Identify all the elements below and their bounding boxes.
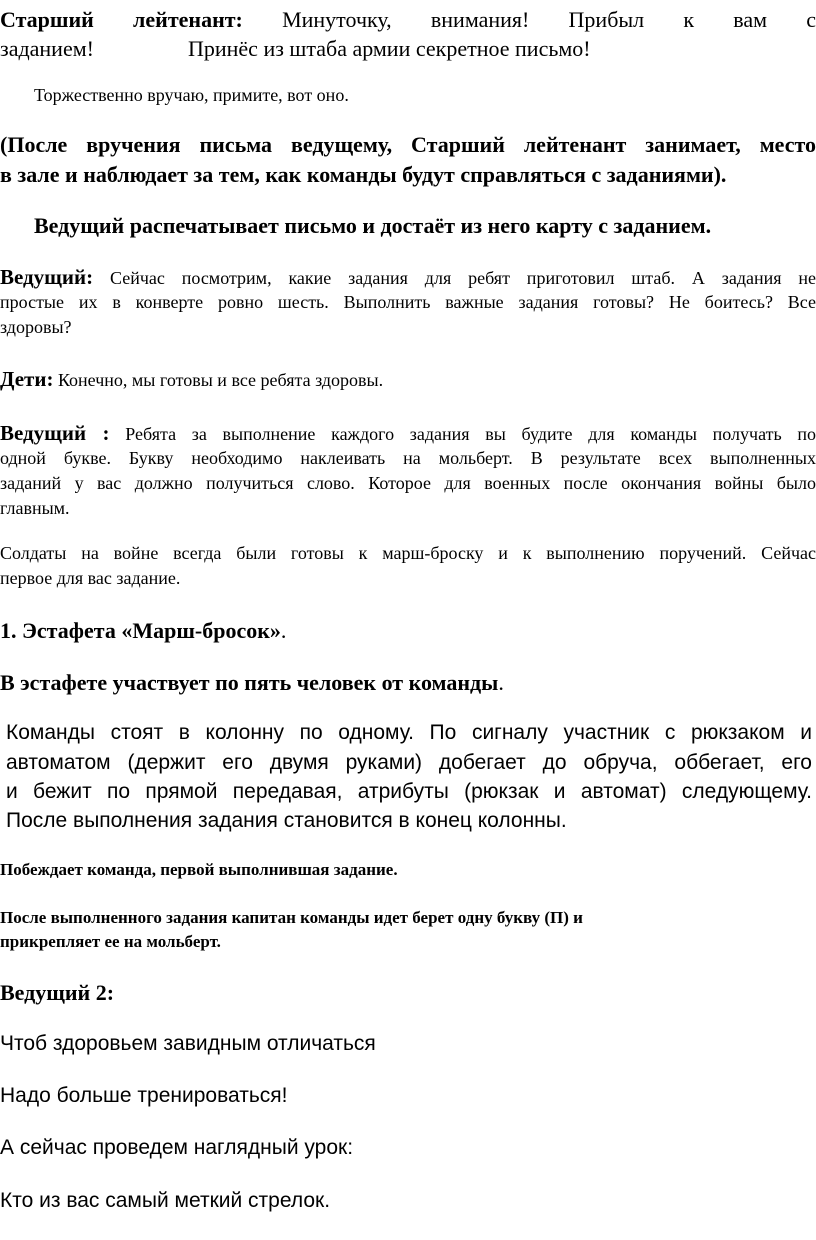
stage-direction-line1: (После вручения письма ведущему, Старший лейтенант занимает, место [0,132,816,157]
poem-line-1: Чтоб здоровьем завидным отличаться [0,1032,376,1055]
paragraph-p7-line1 [0,421,816,445]
p1-text-line1: Минуточку, внимания! Прибыл к вам с [282,7,816,32]
paragraph-p1-line2 [0,35,816,63]
poem-line-3: А сейчас проведем наглядный урок: [0,1136,354,1159]
paragraph-p11-line3: и бежит по прямой передавая, атрибуты (рюкзак и автомат) следующему. [6,780,812,803]
task-heading-text: 1. Эстафета «Марш-бросок» [0,618,281,643]
relay-participants [0,669,816,697]
speaker-senior-lieutenant: Старший лейтенант: [0,7,243,32]
paragraph-p13-line1: После выполненного задания капитан команды идет берет одну букву (П) и [0,908,583,927]
paragraph-p1-line1 [0,6,816,34]
paragraph-p11-line1: Команды стоят в колонну по одному. По сигналу участник с рюкзаком и [6,721,812,744]
speaker-children: Дети: [0,367,54,391]
relay-participants-text: В эстафете участвует по пять человек от команды [0,670,499,695]
poem-line-2: Надо больше тренироваться! [0,1084,288,1107]
paragraph-p5-line1 [0,265,816,289]
paragraph-p13-line2: прикрепляет ее на мольберт. [0,932,221,951]
task-heading [0,617,816,645]
p5-text-line1: Сейчас посмотрим, какие задания для ребят приготовил штаб. А задания не [109,268,816,288]
stage-direction-line2: в зале и наблюдает за тем, как команды будут справляться с заданиями). [0,162,727,187]
p7-text-line1: Ребята за выполнение каждого задания вы будите для команды получать по [125,424,816,444]
paragraph-p6 [0,367,816,392]
speaker-host-2-heading: Ведущий 2: [0,980,115,1005]
p1-text-line2a: заданием! [0,36,94,61]
paragraph-p8-line1: Солдаты на войне всегда были готовы к марш-броску и к выполнению поручений. Сейчас [0,543,816,563]
speaker-host-2: Ведущий : [0,421,110,445]
paragraph-p2: Торжественно вручаю, примите, вот оно. [34,85,349,105]
task-heading-dot: . [280,618,287,643]
paragraph-p8-line2: первое для вас задание. [0,568,181,588]
p1-text-line2b: Принёс из штаба армии секретное письмо! [187,36,591,61]
winner-rule: Побеждает команда, первой выполнившая задание. [0,860,398,879]
p6-text: Конечно, мы готовы и все ребята здоровы. [57,370,384,390]
paragraph-p5-line2: простые их в конверте ровно шесть. Выполнить важные задания готовы? Не боитесь? Все [0,292,816,312]
speaker-host: Ведущий: [0,265,94,289]
poem-line-4: Кто из вас самый меткий стрелок. [0,1189,331,1212]
paragraph-p5-line3: здоровы? [0,317,72,337]
stage-direction-host: Ведущий распечатывает письмо и достаёт из него карту с заданием. [34,213,712,238]
paragraph-p11-line2: автоматом (держит его двумя руками) добегает до обруча, оббегает, его [6,751,812,774]
paragraph-p7-line2: одной букве. Букву необходимо наклеивать на мольберт. В результате всех выполненных [0,448,816,468]
paragraph-p11-line4: После выполнения задания становится в конец колонны. [6,809,567,832]
paragraph-p7-line4: главным. [0,498,70,518]
relay-participants-dot: . [498,670,504,695]
paragraph-p7-line3: заданий у вас должно получиться слово. Которое для военных после окончания войны было [0,473,816,493]
